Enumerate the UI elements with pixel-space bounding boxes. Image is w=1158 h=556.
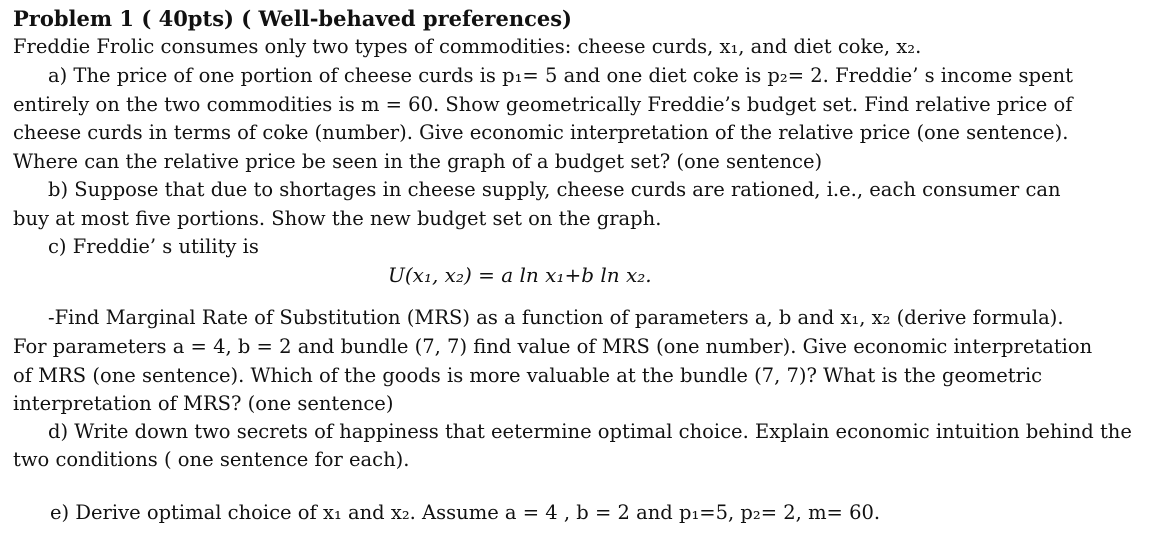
part-c-line-4: interpretation of MRS? (one sentence) bbox=[13, 392, 394, 415]
part-c-line-1: -Find Marginal Rate of Substitution (MRS) as a function of parameters a, b and x₁, x₂ (derive formula). bbox=[48, 306, 1064, 329]
problem-intro: Freddie Frolic consumes only two types of commodities: cheese curds, x₁, and diet coke, x₂. bbox=[13, 35, 922, 58]
part-c-line-3: of MRS (one sentence). Which of the goods is more valuable at the bundle (7, 7)? What is the geometric bbox=[13, 364, 1043, 387]
part-d-line-1: d) Write down two secrets of happiness that eetermine optimal choice. Explain economic intuition behind the bbox=[48, 420, 1132, 443]
problem-title: Problem 1 ( 40pts) ( Well-behaved preferences) bbox=[13, 6, 572, 31]
part-b-line-2: buy at most five portions. Show the new budget set on the graph. bbox=[13, 207, 662, 230]
part-a-line-2: entirely on the two commodities is m = 60. Show geometrically Freddie’s budget set. Find relative price of bbox=[13, 93, 1073, 116]
part-a-line-4: Where can the relative price be seen in the graph of a budget set? (one sentence) bbox=[13, 150, 823, 173]
part-d-line-2: two conditions ( one sentence for each). bbox=[13, 448, 410, 471]
part-a-line-1: a) The price of one portion of cheese curds is p₁= 5 and one diet coke is p₂= 2. Freddie’ s income spent bbox=[48, 64, 1073, 87]
part-b-line-1: b) Suppose that due to shortages in cheese supply, cheese curds are rationed, i.e., each consumer can bbox=[48, 178, 1061, 201]
part-e-line: e) Derive optimal choice of x₁ and x₂. Assume a = 4 , b = 2 and p₁=5, p₂= 2, m= 60. bbox=[50, 501, 881, 524]
part-c-intro: c) Freddie’ s utility is bbox=[48, 235, 259, 258]
utility-formula: U(x₁, x₂) = a ln x₁+b ln x₂. bbox=[388, 263, 652, 287]
part-c-line-2: For parameters a = 4, b = 2 and bundle (7, 7) find value of MRS (one number). Give economic interpretation bbox=[13, 335, 1093, 358]
part-a-line-3: cheese curds in terms of coke (number). Give economic interpretation of the relative price (one sentence). bbox=[13, 121, 1069, 144]
